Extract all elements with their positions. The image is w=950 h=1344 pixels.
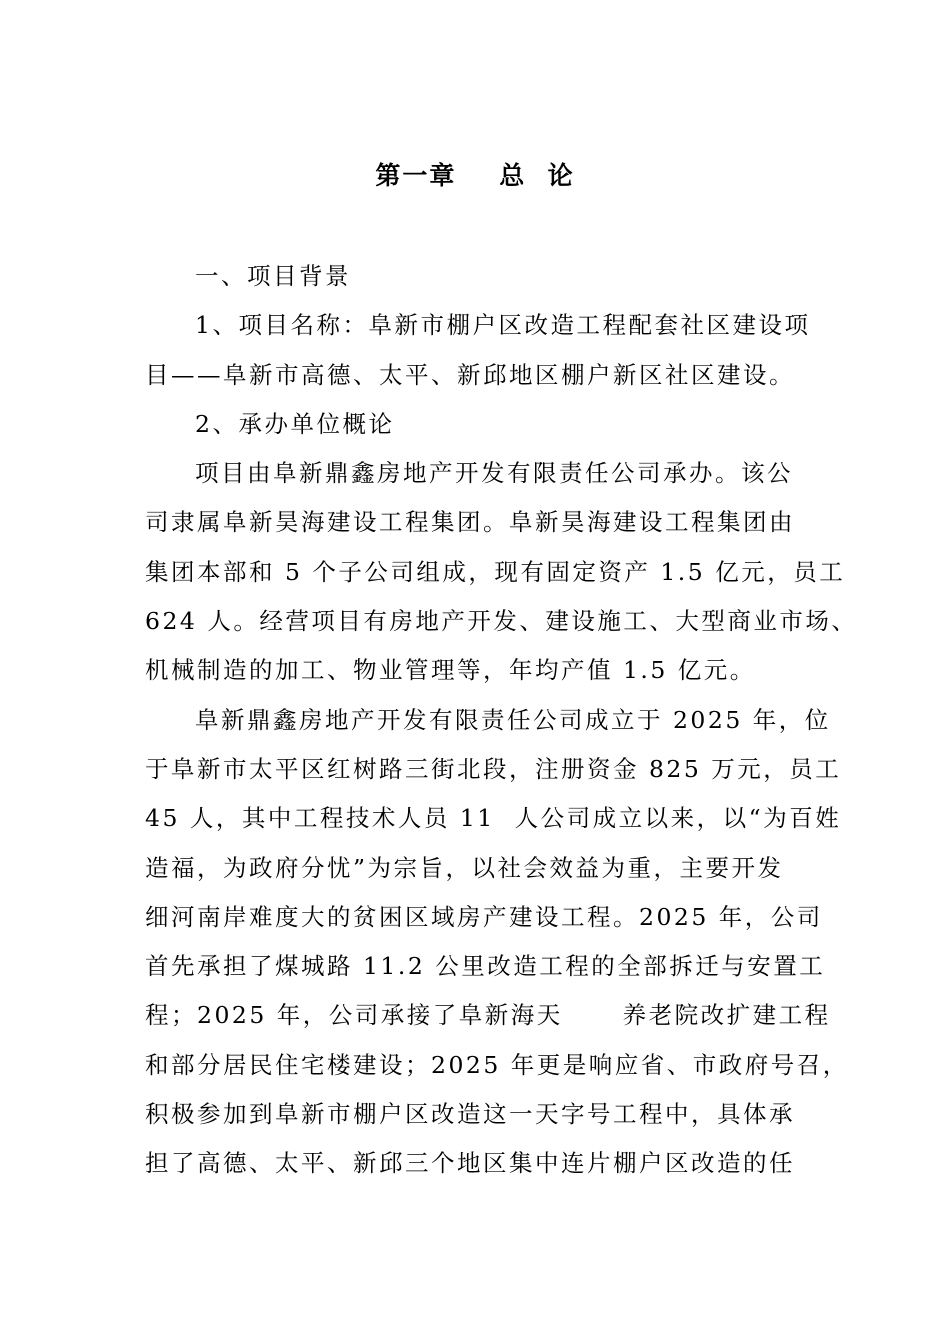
- paragraph-line: 细河南岸难度大的贫困区域房产建设工程。2025 年，公司: [145, 902, 823, 931]
- chapter-title: 第一章 总 论: [375, 161, 575, 190]
- paragraph-line: 集团本部和 5 个子公司组成，现有固定资产 1.5 亿元，员工: [145, 557, 846, 586]
- body-text: [145, 252, 858, 1189]
- paragraph-line: 积极参加到阜新市棚户区改造这一天字号工程中，具体承: [145, 1100, 795, 1129]
- paragraph-line: 造福，为政府分忧”为宗旨，以社会效益为重，主要开发: [145, 853, 784, 882]
- paragraph-line: 1、项目名称：阜新市棚户区改造工程配套社区建设项: [195, 311, 811, 340]
- section-heading-background: 一、项目背景: [195, 262, 351, 290]
- paragraph-line: 624 人。经营项目有房地产开发、建设施工、大型商业市场、: [145, 607, 858, 636]
- paragraph-line: 程；2025 年，公司承接了阜新海天 养老院改扩建工程: [145, 1001, 831, 1030]
- paragraph-line: 45 人，其中工程技术人员 11 人公司成立以来，以“为百姓: [145, 804, 842, 833]
- paragraph-line: 阜新鼎鑫房地产开发有限责任公司成立于 2025 年，位: [195, 705, 831, 734]
- paragraph-line: 项目由阜新鼎鑫房地产开发有限责任公司承办。该公: [195, 459, 793, 488]
- paragraph-line: 司隶属阜新昊海建设工程集团。阜新昊海建设工程集团由: [145, 508, 795, 537]
- paragraph-line: 首先承担了煤城路 11.2 公里改造工程的全部拆迁与安置工: [145, 952, 826, 981]
- paragraph-line: 机械制造的加工、物业管理等，年均产值 1.5 亿元。: [145, 656, 756, 685]
- paragraph-line: 于阜新市太平区红树路三街北段，注册资金 825 万元，员工: [145, 754, 842, 783]
- paragraph-line: 和部分居民住宅楼建设；2025 年更是响应省、市政府号召，: [145, 1050, 849, 1079]
- paragraph-line: 担了高德、太平、新邱三个地区集中连片棚户区改造的任: [145, 1149, 795, 1178]
- subsection-heading: 2、承办单位概论: [195, 409, 395, 438]
- paragraph-line: 目——阜新市高德、太平、新邱地区棚户新区社区建设。: [145, 360, 795, 389]
